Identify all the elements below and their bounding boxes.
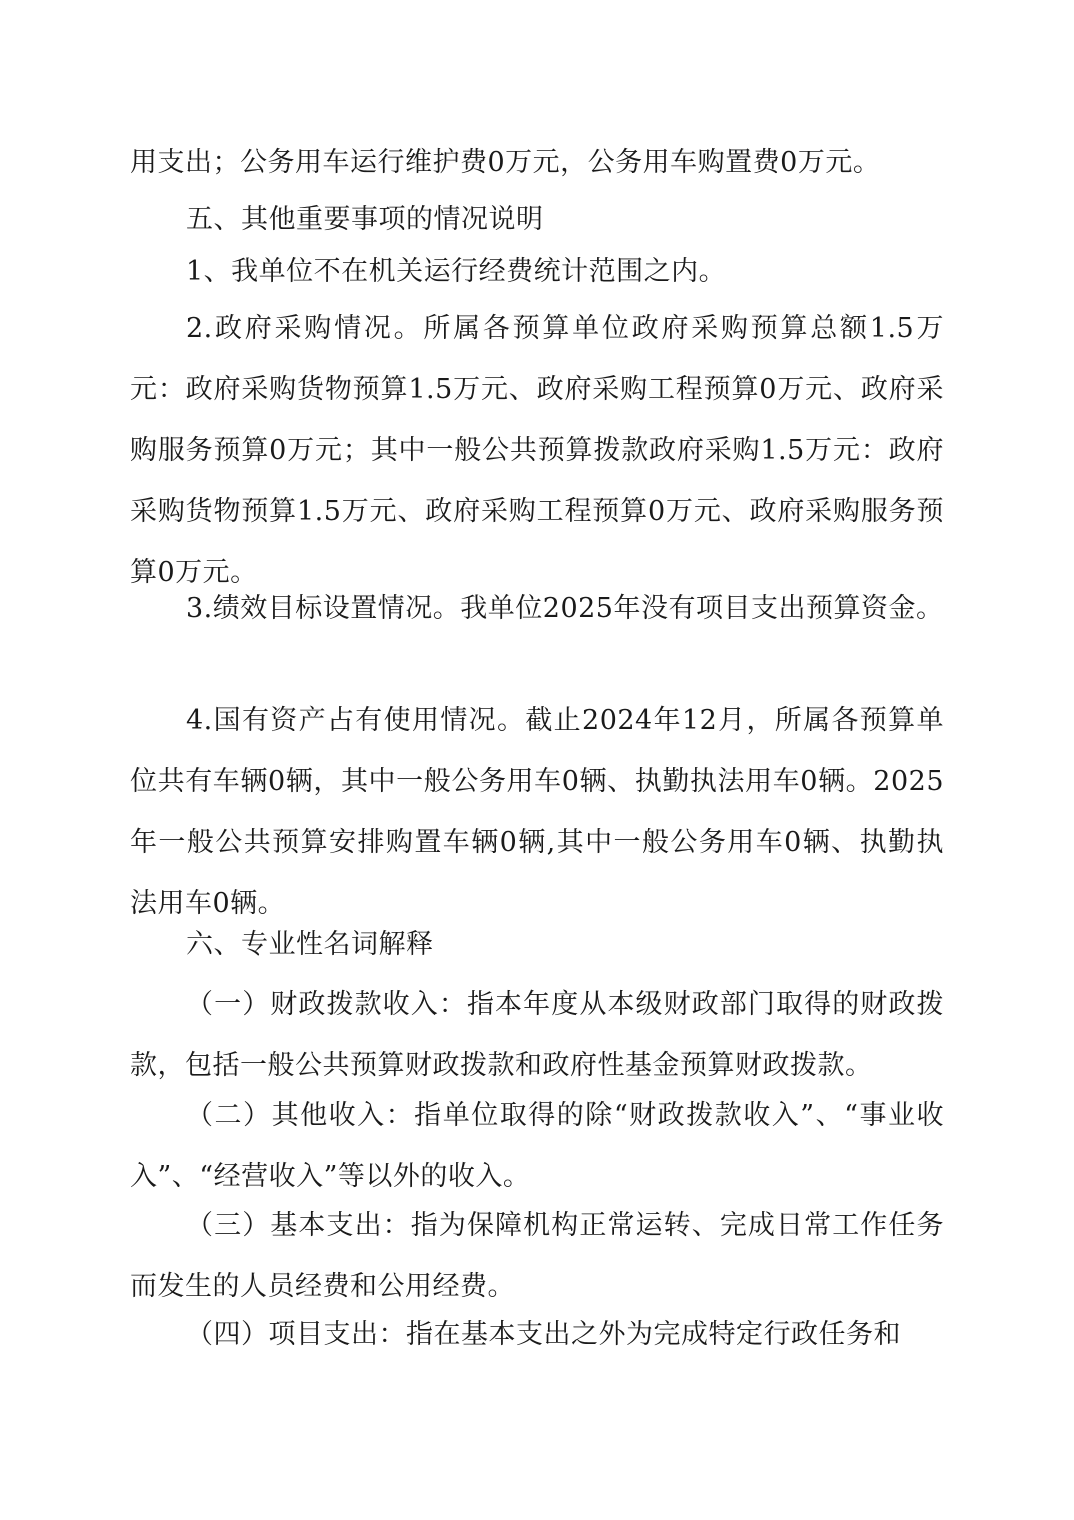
- paragraph-item-4: 4.国有资产占有使用情况。截止2024年12月，所属各预算单位共有车辆0辆，其中一般公务用车0辆、执勤执法用车0辆。2025年一般公共预算安排购置车辆0辆,其中一般公务用车0辆、执勤执法用车0辆。: [130, 705, 944, 919]
- paragraph-item-2: 2.政府采购情况。所属各预算单位政府采购预算总额1.5万元：政府采购货物预算1.5万元、政府采购工程预算0万元、政府采购服务预算0万元；其中一般公共预算拨款政府采购1.5万元：政府采购货物预算1.5万元、政府采购工程预算0万元、政府采购服务预算0万元。: [130, 313, 944, 588]
- paragraph-item-3: 3.绩效目标设置情况。我单位2025年没有项目支出预算资金。: [186, 593, 944, 624]
- section-heading-5: 五、其他重要事项的情况说明: [186, 204, 544, 235]
- paragraph-term-4: （四）项目支出：指在基本支出之外为完成特定行政任务和: [186, 1319, 901, 1350]
- paragraph-term-3: （三）基本支出：指为保障机构正常运转、完成日常工作任务而发生的人员经费和公用经费。: [130, 1210, 944, 1302]
- section-heading-6: 六、专业性名词解释: [186, 929, 434, 960]
- paragraph-term-2: （二）其他收入：指单位取得的除“财政拨款收入”、“事业收入”、“经营收入”等以外的收入。: [130, 1100, 944, 1192]
- continued-paragraph: 用支出；公务用车运行维护费0万元，公务用车购置费0万元。: [130, 147, 881, 178]
- paragraph-term-1: （一）财政拨款收入：指本年度从本级财政部门取得的财政拨款，包括一般公共预算财政拨款和政府性基金预算财政拨款。: [130, 989, 944, 1081]
- paragraph-item-1: 1、我单位不在机关运行经费统计范围之内。: [186, 256, 727, 287]
